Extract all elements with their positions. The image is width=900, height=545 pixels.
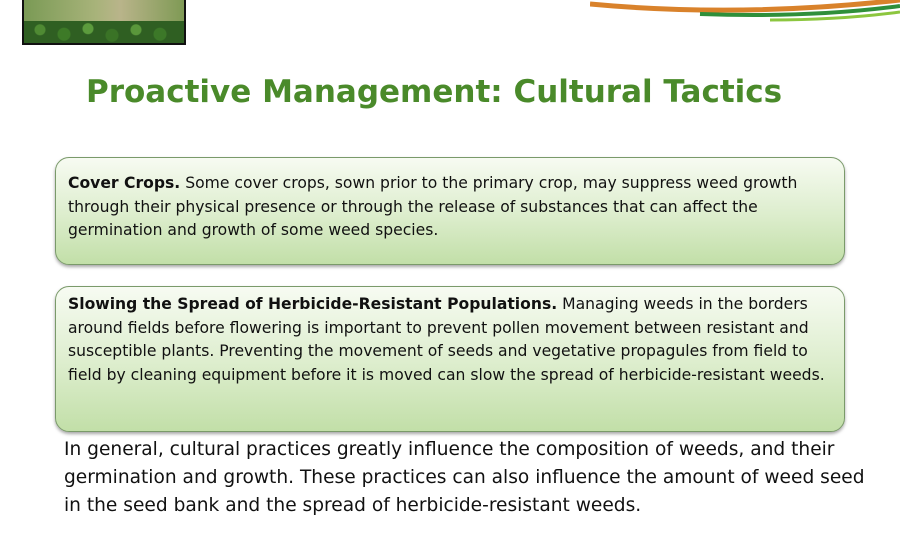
slide-title: Proactive Management: Cultural Tactics xyxy=(86,74,783,110)
decorative-swoosh xyxy=(590,0,900,28)
herbicide-resistance-heading: Slowing the Spread of Herbicide-Resistant Populations. xyxy=(68,295,558,313)
herbicide-resistance-text: Managing weeds in the borders around fields before flowering is important to prevent pollen movement between resistant and susceptible plants. Preventing the movement of seeds and vegetative propagules from field to field by cleaning equipment before it is moved can slow the spread of herbicide-resistant weeds. xyxy=(68,295,825,384)
soybean-leaves xyxy=(24,21,184,43)
cover-crops-heading: Cover Crops. xyxy=(68,174,181,192)
cover-crops-text: Some cover crops, sown prior to the primary crop, may suppress weed growth through their physical presence or through the release of substances that can affect the germination and growth of some weed species. xyxy=(68,174,798,239)
field-background xyxy=(24,0,184,22)
crop-field-photo xyxy=(22,0,186,45)
swoosh-orange-stripe xyxy=(590,0,900,10)
cover-crops-box xyxy=(55,157,845,265)
summary-paragraph: In general, cultural practices greatly influence the composition of weeds, and their germination and growth. These practices can also influence the amount of weed seed in the seed bank and the spread of herbicide-resistant weeds. xyxy=(64,439,865,516)
herbicide-resistance-box xyxy=(55,286,845,432)
